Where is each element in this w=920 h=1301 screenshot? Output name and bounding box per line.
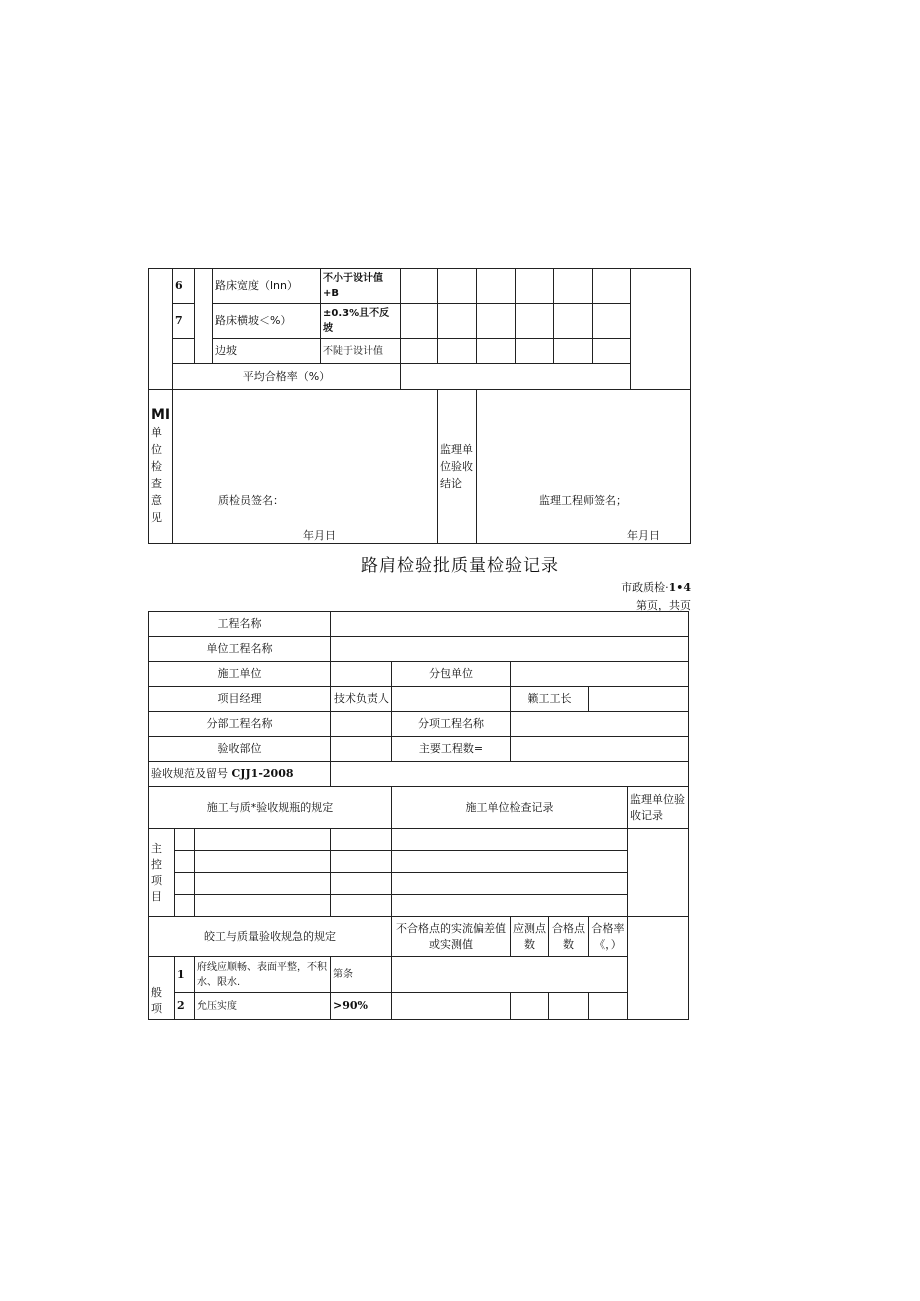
main-row-no [175, 829, 195, 851]
project-manager-label: 项目经理 [149, 687, 331, 712]
check-cell [438, 269, 477, 304]
page-info: 第页，共页 [636, 599, 691, 612]
unit-project-value [331, 637, 689, 662]
standard-label: 验收规范及留号 [151, 767, 228, 780]
foreman-value [589, 687, 689, 712]
division-project-label: 分部工程名称 [149, 712, 331, 737]
tech-lead-text: 技术负责人 [334, 692, 390, 705]
general-spec-header: 皎工与质量验收规急的规定 [149, 917, 392, 957]
check-cell [401, 269, 438, 304]
main-row-record [392, 873, 628, 895]
supervision-record-cell [631, 269, 691, 390]
construction-unit-value [331, 662, 392, 687]
spec-value: 不小于设计值+B [321, 269, 401, 304]
main-quantity-value [511, 737, 689, 762]
form-code-number: 1•4 [668, 581, 691, 594]
check-cell [554, 339, 593, 364]
should-measure-header: 应测点数 [511, 917, 549, 957]
row-number: 6 [173, 269, 195, 304]
qualified-points-header: 合格点数 [549, 917, 589, 957]
general-row-item: 府线应顺畅、表面平整，不积水、限水. [195, 957, 331, 993]
check-cell [554, 304, 593, 339]
main-row-record [392, 829, 628, 851]
subitem-project-value [511, 712, 689, 737]
supervision-conclusion-label: 监理单位验收结论 [438, 390, 477, 544]
item-name: 路床横坡＜%） [213, 304, 321, 339]
project-name-value [331, 612, 689, 637]
form-code-prefix: 市政质检· [621, 581, 669, 594]
tech-lead-label [331, 687, 392, 712]
avg-pass-rate-label: 平均合格率（%） [173, 364, 401, 390]
standard-value: CJJ1-2008 [231, 767, 294, 780]
supervision-conclusion-area [477, 390, 691, 544]
construction-opinion-area [173, 390, 438, 544]
general-row-rate [589, 993, 628, 1020]
main-row-record [392, 895, 628, 917]
deviation-header: 不合格点的实流偏差值或实测值 [392, 917, 511, 957]
item-name: 边坡 [213, 339, 321, 364]
spec-value: 不陡于设计值 [321, 339, 401, 364]
main-quantity-label: 主要工程数= [392, 737, 511, 762]
main-row-no [175, 851, 195, 873]
general-row-no: 1 [175, 957, 195, 993]
standard-extra [331, 762, 689, 787]
check-cell [438, 304, 477, 339]
construction-unit-label: 施工单位 [149, 662, 331, 687]
inspection-part-label: 验收部位 [149, 737, 331, 762]
check-cell [516, 304, 554, 339]
project-name-label: 工程名称 [149, 612, 331, 637]
main-row-item [195, 895, 331, 917]
check-cell [401, 339, 438, 364]
row-number [173, 339, 195, 364]
check-cell [593, 269, 631, 304]
avg-pass-rate-value [401, 364, 631, 390]
general-items-label: 般项 [149, 957, 175, 1020]
main-control-label: 主控项目 [149, 829, 175, 917]
supervision-record-header: 监理单位验收记录 [628, 787, 689, 829]
form-code [621, 579, 691, 595]
foreman-label: 籁工工长 [511, 687, 589, 712]
subcontract-unit-label: 分包单位 [392, 662, 511, 687]
check-cell [593, 339, 631, 364]
check-cell [401, 304, 438, 339]
check-cell [438, 339, 477, 364]
left-spacer-cell [149, 269, 173, 390]
check-cell [477, 269, 516, 304]
check-cell [477, 304, 516, 339]
general-row-spec: 第条 [331, 957, 392, 993]
check-cell [593, 304, 631, 339]
general-row-spec: >90% [331, 993, 392, 1020]
main-row-spec [331, 851, 392, 873]
main-row-item [195, 829, 331, 851]
general-row-item: 允压实度 [195, 993, 331, 1020]
inspector-signature-label: 质检员签名： [218, 494, 284, 507]
main-row-spec [331, 829, 392, 851]
main-row-spec [331, 873, 392, 895]
unit-project-label: 单位工程名称 [149, 637, 331, 662]
item-name: 路床宽度（lnn） [213, 269, 321, 304]
division-project-value [331, 712, 392, 737]
main-row-item [195, 851, 331, 873]
general-row-record [392, 957, 628, 993]
inspection-part-value [331, 737, 392, 762]
road-shoulder-inspection-table [148, 611, 689, 1020]
general-supervision-cell [628, 917, 689, 1020]
tech-lead-value [392, 687, 511, 712]
main-row-spec [331, 895, 392, 917]
construction-unit-opinion-label [149, 390, 173, 544]
inspection-date: 年月日 [303, 529, 336, 542]
main-row-record [392, 851, 628, 873]
main-row-no [175, 873, 195, 895]
check-cell [554, 269, 593, 304]
main-row-item [195, 873, 331, 895]
general-row-deviation [392, 993, 511, 1020]
spec-value: ±0.3%且不反坡 [321, 304, 401, 339]
construction-opinion-prefix: MI [151, 407, 171, 423]
general-row-qualified [549, 993, 589, 1020]
general-row-should [511, 993, 549, 1020]
subcontract-unit-value [511, 662, 689, 687]
subitem-project-label: 分项工程名称 [392, 712, 511, 737]
general-row-no: 2 [175, 993, 195, 1020]
main-row-no [175, 895, 195, 917]
supervisor-signature-label: 监理工程师签名； [539, 494, 627, 507]
spec-header: 施工与质*验收规瓶的规定 [149, 787, 392, 829]
check-cell [477, 339, 516, 364]
document-title: 路肩检验批质量检验记录 [361, 556, 559, 576]
supervision-date: 年月日 [627, 529, 660, 542]
standard-cell [149, 762, 331, 787]
roadbed-inspection-table-continued [148, 268, 691, 544]
main-supervision-cell [628, 829, 689, 917]
row-number: 7 [173, 304, 195, 339]
construction-opinion-text: 单位检查意见 [151, 426, 162, 524]
check-cell [516, 269, 554, 304]
pass-rate-header: 合格率《，） [589, 917, 628, 957]
check-cell [516, 339, 554, 364]
blank-cell [195, 269, 213, 364]
construction-check-header: 施工单位检查记录 [392, 787, 628, 829]
